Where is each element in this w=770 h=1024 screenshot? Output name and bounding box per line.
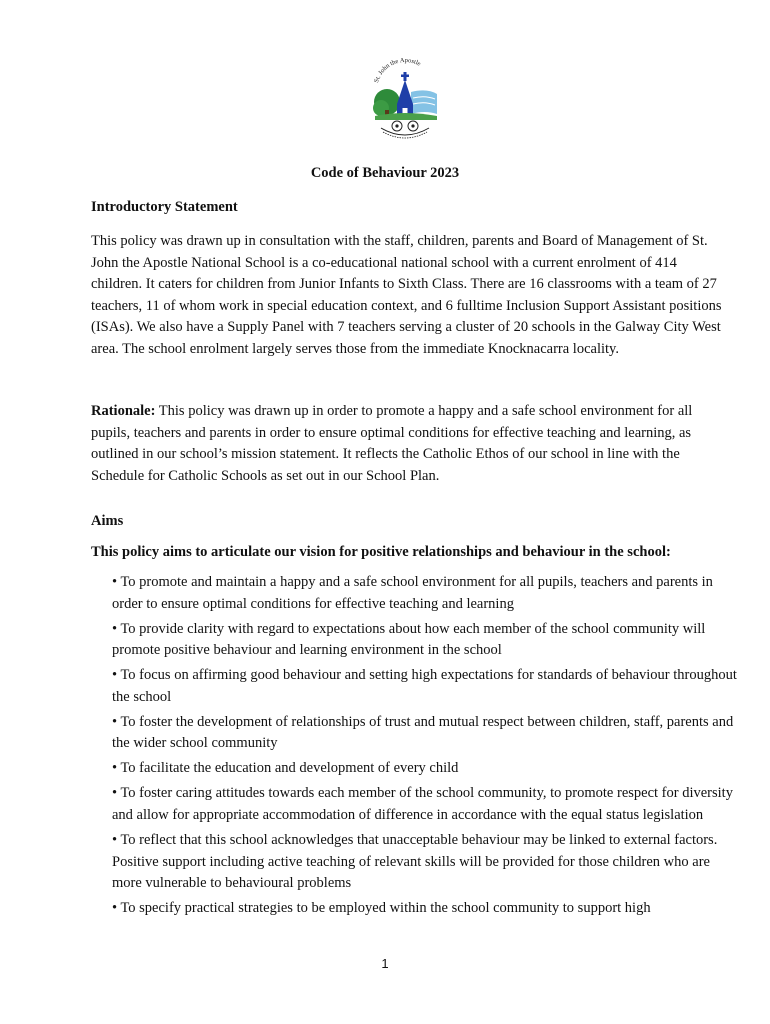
aim-item: • To focus on affirming good behaviour and setting high expectations for standards of behaviour throughout the school — [112, 667, 737, 705]
aims-heading: Aims — [91, 513, 124, 529]
rationale-label: Rationale: — [91, 403, 156, 419]
svg-text:St. John the Apostle: St. John the Apostle — [373, 58, 422, 84]
intro-heading: Introductory Statement — [91, 199, 238, 215]
aim-item: • To facilitate the education and development of every child — [112, 760, 459, 777]
crest-icon — [367, 58, 443, 140]
aim-item: • To provide clarity with regard to expectations about how each member of the school community will promote positive behaviour and learning environment in the school — [112, 620, 706, 659]
aim-item: • To foster caring attitudes towards each member of the school community, to promote respect for diversity and allow for appropriate accommodation of difference in accordance with the equal status legislation — [112, 785, 733, 823]
aims-list — [112, 572, 737, 923]
intro-paragraph: This policy was drawn up in consultation with the staff, children, parents and Board of Management of St. John the Apostle National School is a co-educational national school with a current enrolment of 414 children. It caters for children from Junior Infants to Sixth Class. There are 16 classrooms with a team of 27 teachers, 11 of whom work in special education context, and 6 fulltime Inclusion Support Assistant positions (ISAs). We also have a Supply Panel with 7 teachers serving a cluster of 20 schools in the Galway City West area. The school enrolment largely serves those from the immediate Knocknacarra locality. — [91, 233, 722, 357]
document-title: Code of Behaviour 2023 — [310, 165, 460, 181]
aim-item: • To specify practical strategies to be employed within the school community to support high — [112, 900, 651, 917]
rationale-paragraph — [91, 401, 731, 487]
rationale-text: This policy was drawn up in order to promote a happy and a safe school environment for all pupils, teachers and parents in order to ensure optimal conditions for effective teaching and learning, as outlined in our school’s mission statement. It reflects the Catholic Ethos of our school in line with the Schedule for Catholic Schools as set out in our School Plan. — [91, 403, 693, 484]
school-crest-logo — [367, 58, 443, 140]
aims-subheading: This policy aims to articulate our vision for positive relationships and behaviour in the school: — [91, 544, 671, 560]
aim-item: • To reflect that this school acknowledges that unacceptable behaviour may be linked to external factors. Positive support including active teaching of relevant skills will be provided for those children who are more vulnerable to behavioural problems — [112, 832, 718, 892]
aim-item: • To promote and maintain a happy and a safe school environment for all pupils, teachers and parents in order to ensure optimal conditions for effective teaching and learning — [112, 574, 713, 612]
page-number: 1 — [381, 956, 389, 971]
aim-item: • To foster the development of relationships of trust and mutual respect between children, staff, parents and the wider school community — [112, 713, 734, 752]
